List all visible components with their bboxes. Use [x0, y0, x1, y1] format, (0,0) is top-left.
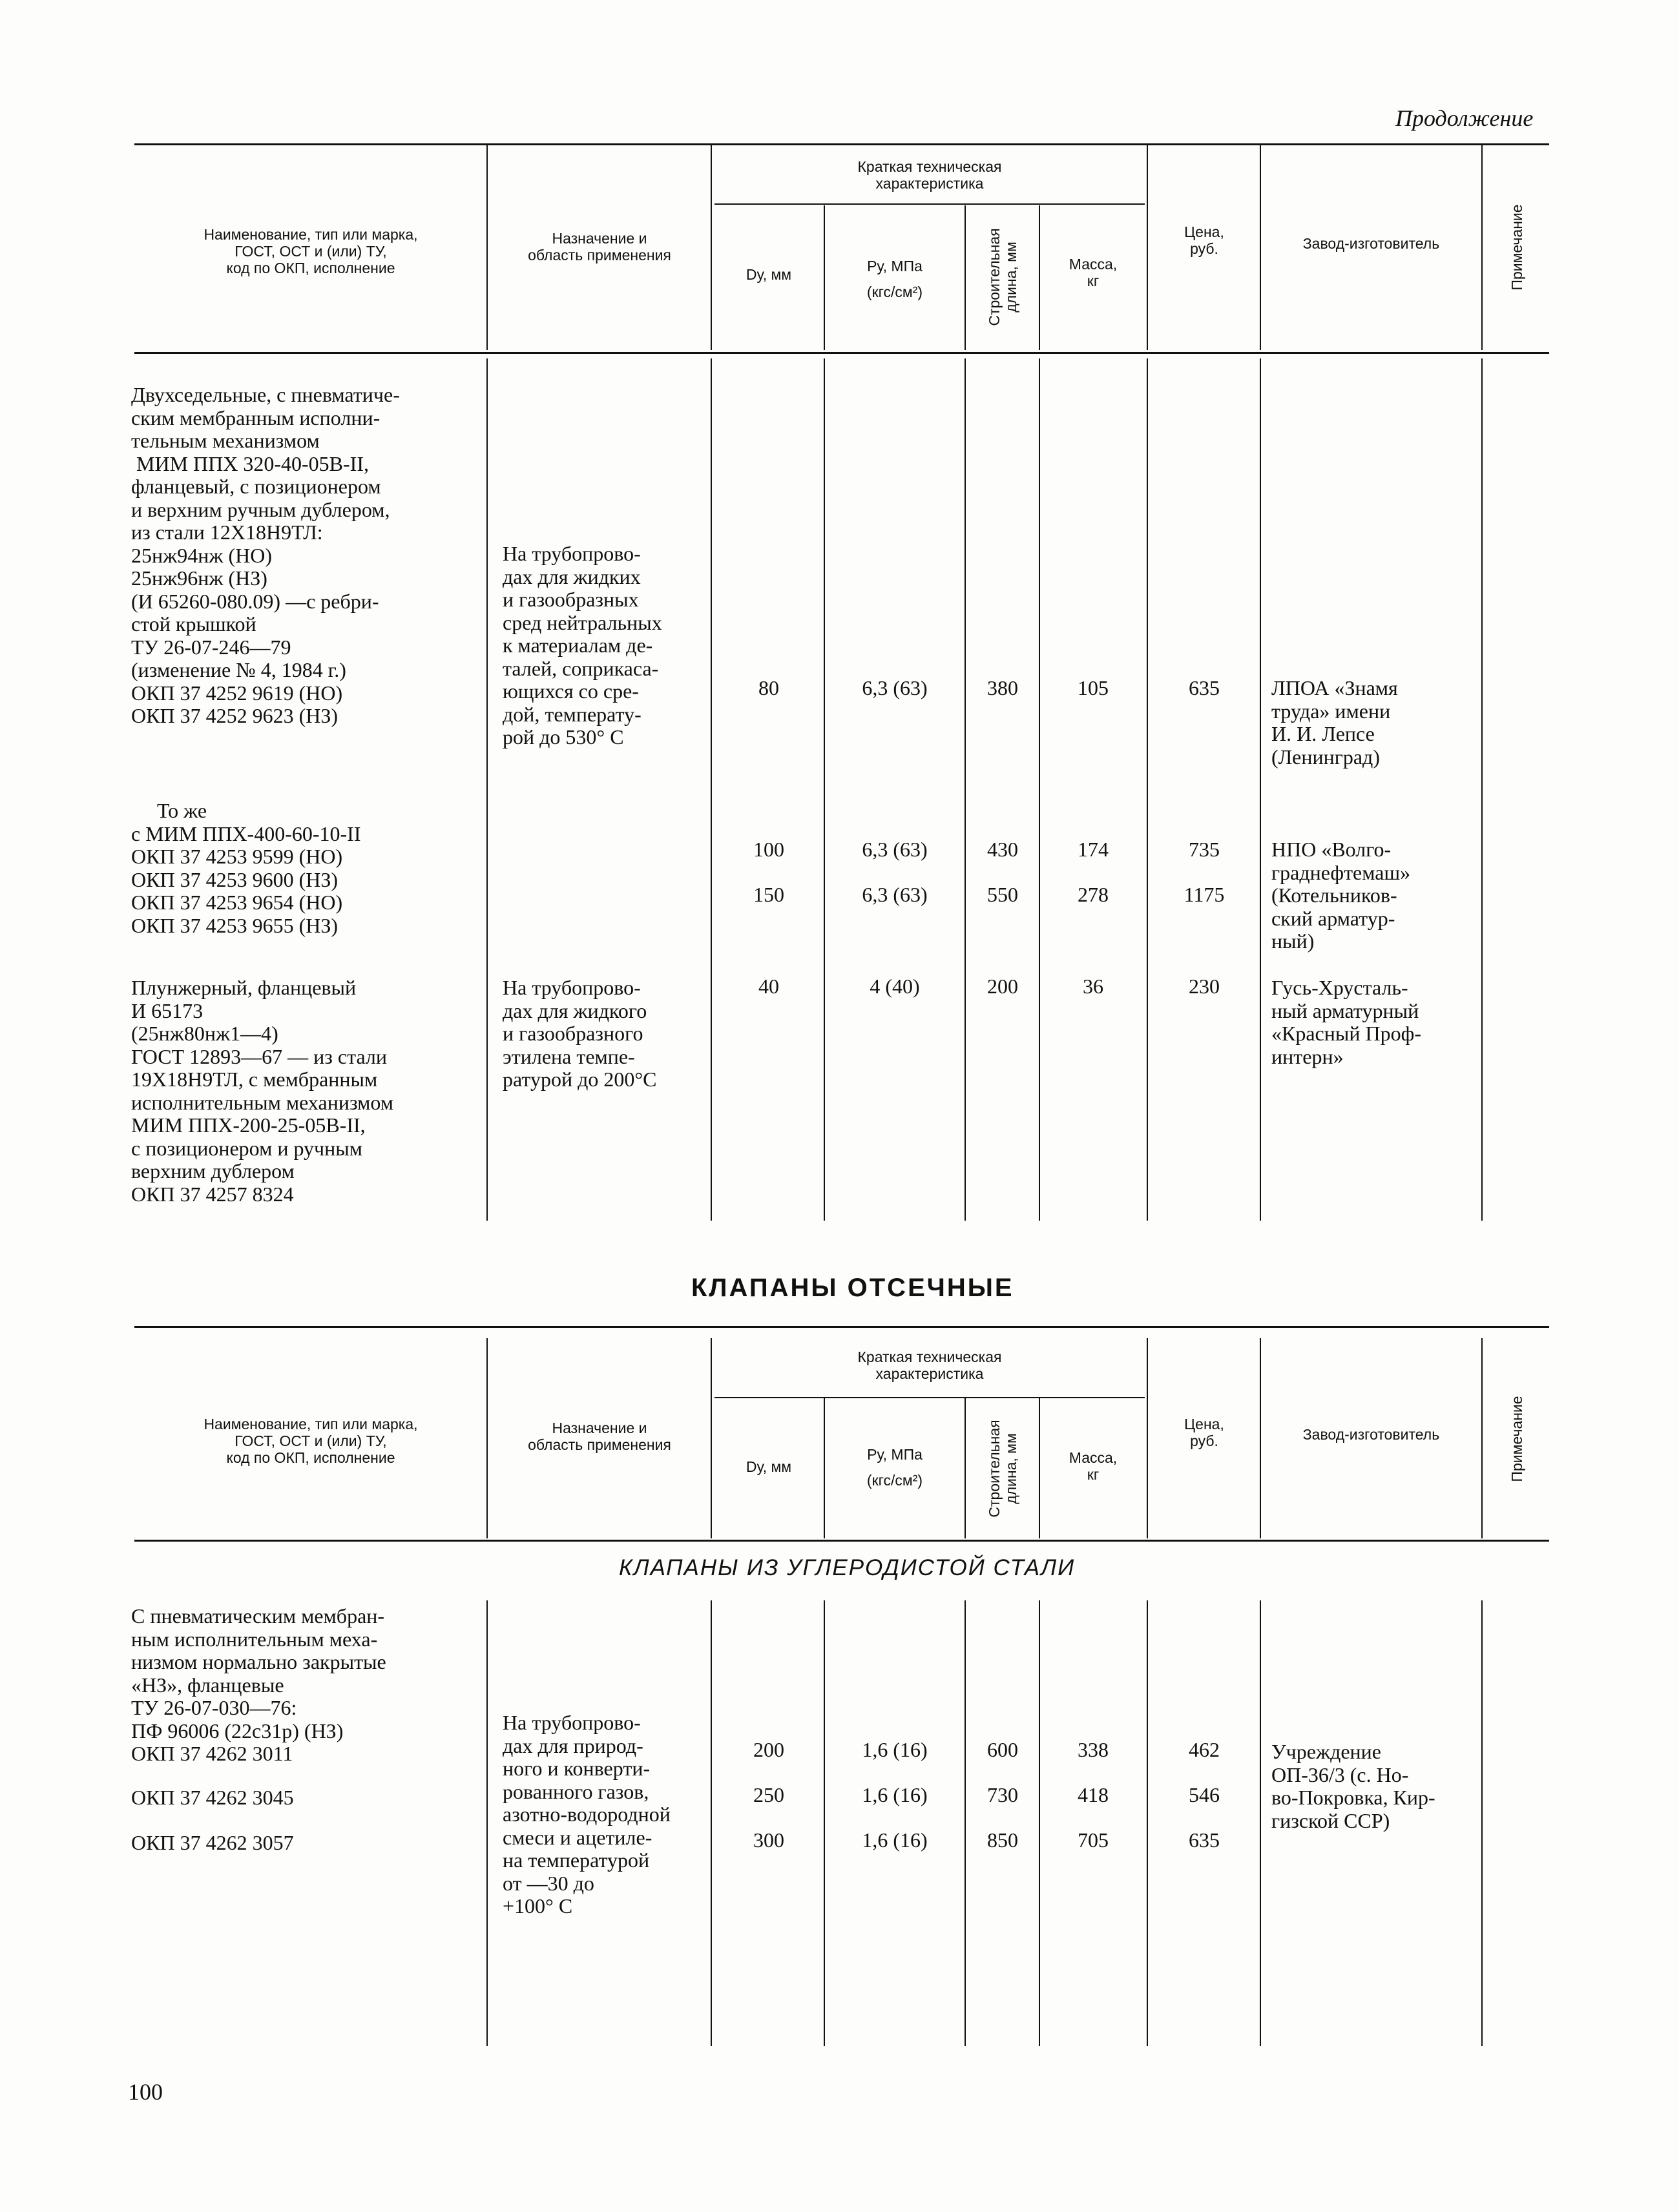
t2-okp3: ОКП 37 4262 3057 — [131, 1831, 294, 1854]
row3-mass: 36 — [1083, 975, 1103, 998]
t2-header-length: Строительная длина, мм — [986, 1420, 1019, 1518]
header-price: Цена, руб. — [1184, 223, 1224, 257]
row3-name: Плунжерный, фланцевый И 65173 (25нж80нж1—4) ГОСТ 12893—67 — из стали 19Х18Н9ТЛ, с мембранным исполнительным механизмом МИМ ППХ-200-25-05В-II, с позиционером и ручным верхним дублером ОКП 37 4257 8324 — [131, 976, 394, 1206]
row1-maker: ЛПОА «Знамя труда» имени И. И. Лепсе (Ленинград) — [1271, 676, 1398, 769]
header-length: Строительная длина, мм — [986, 228, 1019, 326]
t2-r3-mass: 705 — [1078, 1828, 1109, 1852]
header-note-cell — [1485, 149, 1549, 349]
t2-r1-mass: 338 — [1078, 1738, 1109, 1761]
t2-r2-mass: 418 — [1078, 1783, 1109, 1806]
row3-maker: Гусь-Хрусталь- ный арматурный «Красный Проф- интерн» — [1271, 976, 1421, 1068]
t2-r2-py: 1,6 (16) — [862, 1783, 928, 1806]
row2b-price: 1175 — [1184, 883, 1225, 906]
row2a-price: 735 — [1189, 838, 1220, 861]
t2-header-purpose: Назначение и область применения — [528, 1420, 671, 1453]
t2-r2-price: 546 — [1189, 1783, 1220, 1806]
t2-r2-length: 730 — [987, 1783, 1018, 1806]
t2-header-name: Наименование, тип или марка, ГОСТ, ОСТ и (или) ТУ, код по ОКП, исполнение — [203, 1416, 418, 1466]
t2-header-mass: Масса, кг — [1069, 1449, 1118, 1483]
row1-name: Двухседельные, с пневматиче- ским мембранным исполни- тельным механизмом МИМ ППХ 320-40-05В-II, фланцевый, с позиционером и верхним ручным дублером, из стали 12Х18Н9ТЛ: 25нж94нж (НО) 25нж96нж (НЗ) (И 65260-080.09) —с ребри- стой крышкой ТУ 26-07-246—79 (изменение № 4, 1984 г.) ОКП 37 4252 9619 (НО) ОКП 37 4252 9623 (НЗ) — [131, 383, 400, 727]
header-py: Pу, МПа (кгс/см²) — [866, 258, 923, 300]
t2-name: С пневматическим мембран- ным исполнительным меха- низмом нормально закрытые «НЗ», фланцевые ТУ 26-07-030—76: ПФ 96006 (22с31р) (НЗ) ОКП 37 4262 3011 — [131, 1604, 386, 1765]
row1-py: 6,3 (63) — [862, 676, 928, 699]
t2-header-maker: Завод-изготовитель — [1302, 1426, 1440, 1443]
header-note: Примечание — [1508, 204, 1525, 291]
row3-purpose: На трубопрово- дах для жидкого и газообразного этилена темпе- ратурой до 200°С — [503, 976, 657, 1091]
subsection-title: КЛАПАНЫ ИЗ УГЛЕРОДИСТОЙ СТАЛИ — [619, 1555, 1076, 1580]
t2-r3-dy: 300 — [753, 1828, 784, 1852]
t2-header-length-cell — [968, 1400, 1038, 1537]
t2-okp2: ОКП 37 4262 3045 — [131, 1786, 294, 1809]
row3-dy: 40 — [758, 975, 779, 998]
header-purpose: Назначение и область применения — [528, 230, 671, 264]
row3-price: 230 — [1189, 975, 1220, 998]
header-maker: Завод-изготовитель — [1302, 235, 1440, 252]
row1-price: 635 — [1189, 676, 1220, 699]
t2-r3-py: 1,6 (16) — [862, 1828, 928, 1852]
header-name: Наименование, тип или марка, ГОСТ, ОСТ и (или) ТУ, код по ОКП, исполнение — [203, 226, 418, 276]
header-mass: Масса, кг — [1069, 256, 1118, 289]
row2b-length: 550 — [987, 883, 1018, 906]
t2-r1-py: 1,6 (16) — [862, 1738, 928, 1761]
header-dy: Dу, мм — [746, 266, 792, 283]
continuation-label: Продолжение — [1395, 105, 1534, 131]
row2b-mass: 278 — [1078, 883, 1109, 906]
t2-r1-dy: 200 — [753, 1738, 784, 1761]
t2-r1-price: 462 — [1189, 1738, 1220, 1761]
section-title: КЛАПАНЫ ОТСЕЧНЫЕ — [691, 1274, 1014, 1302]
t2-r2-dy: 250 — [753, 1783, 784, 1806]
row2-name: То же с МИМ ППХ-400-60-10-II ОКП 37 4253 9599 (НО) ОКП 37 4253 9600 (НЗ) ОКП 37 4253 9654 (НО) ОКП 37 4253 9655 (НЗ) — [131, 799, 361, 937]
row2b-py: 6,3 (63) — [862, 883, 928, 906]
row2a-length: 430 — [987, 838, 1018, 861]
t2-purpose: На трубопрово- дах для природ- ного и конверти- рованного газов, азотно-водородной смеси и ацетиле- на температурой от —30 до +100° С — [503, 1711, 671, 1917]
row1-length: 380 — [987, 676, 1018, 699]
header-length-cell — [968, 208, 1038, 347]
row2a-dy: 100 — [753, 838, 784, 861]
t2-r1-length: 600 — [987, 1738, 1018, 1761]
page-number: 100 — [128, 2079, 163, 2105]
t2-r3-length: 850 — [987, 1828, 1018, 1852]
row1-mass: 105 — [1078, 676, 1109, 699]
t2-header-price: Цена, руб. — [1184, 1416, 1224, 1449]
t2-header-note-cell — [1485, 1340, 1549, 1537]
t2-r3-price: 635 — [1189, 1828, 1220, 1852]
row2a-mass: 174 — [1078, 838, 1109, 861]
t2-header-py: Pу, МПа (кгс/см²) — [866, 1446, 923, 1489]
row2b-dy: 150 — [753, 883, 784, 906]
header-brief: Краткая техническая характеристика — [857, 158, 1002, 192]
row2a-py: 6,3 (63) — [862, 838, 928, 861]
row3-py: 4 (40) — [870, 975, 920, 998]
t2-maker: Учреждение ОП-36/3 (с. Но- во-Покровка, Кир- гизской ССР) — [1271, 1740, 1435, 1832]
row3-length: 200 — [987, 975, 1018, 998]
t2-header-dy: Dу, мм — [746, 1458, 792, 1475]
t2-header-note: Примечание — [1508, 1396, 1525, 1482]
t2-header-brief: Краткая техническая характеристика — [857, 1349, 1002, 1382]
row1-dy: 80 — [758, 676, 779, 699]
row2-maker: НПО «Волго- граднефтемаш» (Котельников- ский арматур- ный) — [1271, 838, 1411, 953]
row1-purpose: На трубопрово- дах для жидких и газообразных сред нейтральных к материалам де- талей, соприкаса- ющихся со сре- дой, температу- рой до 530° С — [503, 542, 662, 749]
